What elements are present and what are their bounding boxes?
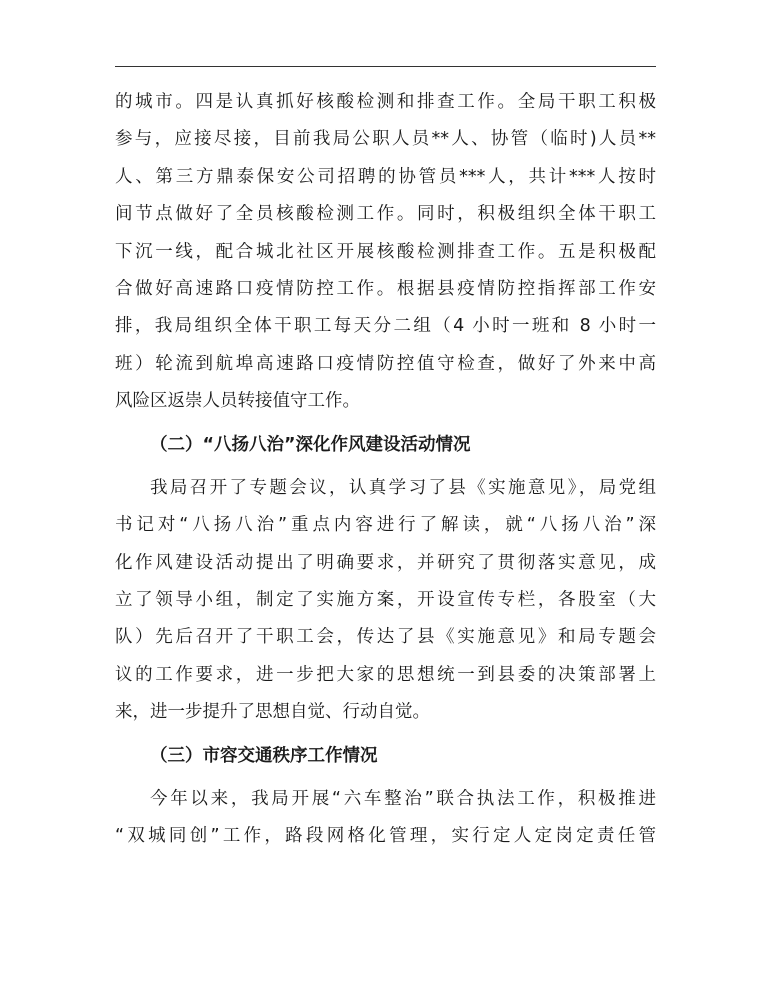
section-heading-2: （二）“八扬八治”深化作风建设活动情况 [150, 434, 471, 455]
paragraph-3 [115, 781, 656, 856]
text-line: 排，我局组织全体干职工每天分二组（4 小时一班和 8 小时一 [115, 316, 656, 337]
paragraph-2 [115, 470, 656, 732]
paragraph-1 [115, 84, 656, 421]
text-line: 来，进一步提升了思想自觉、行动自觉。 [115, 702, 430, 723]
text-line: 合做好高速路口疫情防控工作。根据县疫情防控指挥部工作安 [115, 278, 656, 299]
text-line: 风险区返崇人员转接值守工作。 [115, 391, 360, 412]
text-line: 议的工作要求，进一步把大家的思想统一到县委的决策部署上 [115, 664, 656, 685]
text-line: “双城同创”工作，路段网格化管理，实行定人定岗定责任管 [115, 826, 656, 847]
text-line: 今年以来，我局开展“六车整治”联合执法工作，积极推进 [150, 789, 656, 810]
text-line: 参与，应接尽接，目前我局公职人员**人、协管（临时)人员** [115, 129, 656, 150]
document-body [115, 84, 656, 856]
text-line: 队）先后召开了干职工会，传达了县《实施意见》和局专题会 [115, 627, 656, 648]
text-line: 我局召开了专题会议，认真学习了县《实施意见》，局党组 [150, 477, 656, 498]
header-rule [115, 66, 656, 67]
text-line: 化作风建设活动提出了明确要求，并研究了贯彻落实意见，成 [115, 552, 656, 573]
text-line: 人、第三方鼎泰保安公司招聘的协管员***人，共计***人按时 [115, 166, 656, 187]
text-line: 间节点做好了全员核酸检测工作。同时，积极组织全体干职工 [115, 204, 656, 225]
section-heading-3: （三）市容交通秩序工作情况 [150, 745, 378, 766]
text-line: 立了领导小组，制定了实施方案，开设宣传专栏，各股室（大 [115, 590, 656, 611]
text-line: 下沉一线，配合城北社区开展核酸检测排查工作。五是积极配 [115, 241, 656, 262]
text-line: 书记对“八扬八治”重点内容进行了解读，就“八扬八治”深 [115, 515, 656, 536]
text-line: 班）轮流到航埠高速路口疫情防控值守检查，做好了外来中高 [115, 353, 656, 374]
text-line: 的城市。四是认真抓好核酸检测和排查工作。全局干职工积极 [115, 92, 656, 112]
